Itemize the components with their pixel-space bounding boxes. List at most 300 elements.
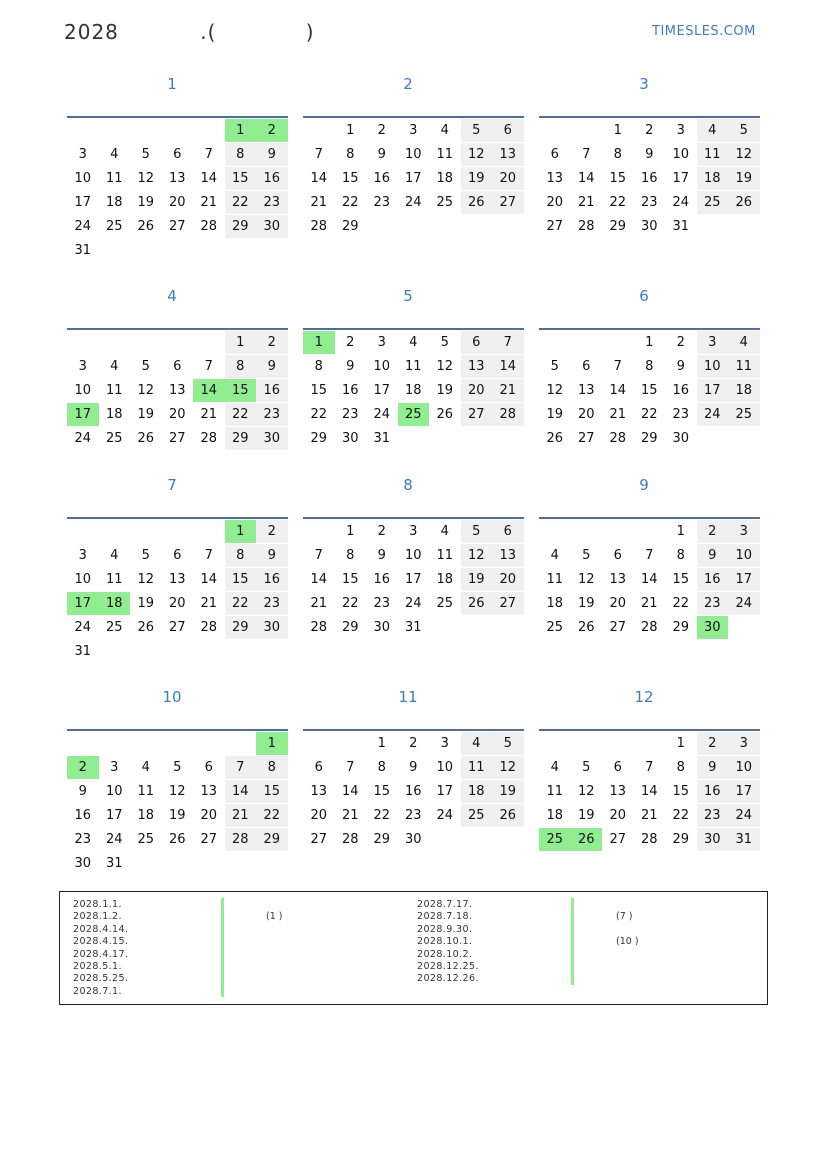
day: 24 [105,832,123,847]
day: 3 [110,760,119,775]
day: 21 [609,407,627,422]
holiday-date: 2028.1.2. [73,911,122,923]
week-row [67,427,288,451]
holiday-list-left-marker [221,898,224,997]
holiday-date: 2028.5.25. [73,973,129,985]
day: 17 [672,171,690,186]
weekend-day: 16 [256,568,288,591]
week-row [539,592,760,616]
weekend-day: 24 [728,804,760,827]
day: 22 [640,407,658,422]
holiday-date: 2028.1.1. [73,899,122,910]
day: 29 [310,431,328,446]
weekend-day: 2 [697,520,729,543]
day: 23 [74,832,92,847]
weekend-day: 11 [461,756,493,779]
weekend-day: 16 [697,568,729,591]
weekend-day: 4 [461,732,493,755]
week-row [67,616,288,640]
day: 25 [105,620,123,635]
day: 31 [404,620,422,635]
week-row [303,732,524,756]
holiday-date: 2028.7.17. [417,899,473,910]
day: 28 [310,219,328,234]
week-row [303,804,524,828]
weekend-day: 22 [225,191,257,214]
empty-day [99,520,131,543]
empty-day [697,215,729,238]
week-row [67,379,288,403]
weekend-day: 5 [492,732,524,755]
empty-day [492,215,524,238]
week-row [303,756,524,780]
day: 4 [110,147,119,162]
day: 14 [200,572,218,587]
holiday-date: 2028.12.25. [417,960,479,972]
day: 4 [550,548,559,563]
day: 10 [672,147,690,162]
empty-day [256,852,288,875]
day: 5 [440,335,449,350]
weekend-day: 20 [461,379,493,402]
day: 16 [640,171,658,186]
week-row [303,167,524,191]
week-row [303,616,524,640]
weekend-day: 25 [728,403,760,426]
weekend-day: 25 [697,191,729,214]
month-header-rule [67,328,288,330]
day: 9 [346,359,355,374]
day: 12 [137,572,155,587]
day: 28 [609,431,627,446]
day: 18 [105,407,123,422]
day: 1 [676,736,685,751]
day: 11 [105,383,123,398]
empty-day [539,119,571,142]
holiday-list-right [417,899,479,986]
holiday-day: 17 [67,592,99,615]
day: 27 [609,620,627,635]
day: 26 [168,832,186,847]
day: 24 [404,596,422,611]
weekend-day: 2 [256,331,288,354]
holiday-note: (7 ) [616,911,633,923]
weekend-day: 4 [697,119,729,142]
day: 21 [310,596,328,611]
month-title: 5 [403,287,413,305]
week-row [539,520,760,544]
holiday-date: 2028.5.1. [73,960,122,972]
empty-day [303,732,335,755]
month-header-rule [539,328,760,330]
empty-day [335,732,367,755]
day: 22 [373,808,391,823]
empty-day [162,732,194,755]
day: 12 [546,383,564,398]
day: 3 [78,359,87,374]
holiday-day: 15 [225,379,257,402]
title-year: 2028 [64,20,119,44]
day: 16 [373,171,391,186]
weekend-day: 26 [728,191,760,214]
weekend-day: 25 [461,804,493,827]
week-row [539,143,760,167]
month-header-rule [67,729,288,731]
weekend-day: 15 [225,167,257,190]
day: 14 [577,171,595,186]
day: 19 [577,596,595,611]
holiday-day: 18 [99,592,131,615]
day: 27 [310,832,328,847]
empty-day [303,520,335,543]
day: 27 [546,219,564,234]
day: 10 [74,572,92,587]
day: 3 [409,123,418,138]
day: 22 [341,195,359,210]
day: 18 [546,596,564,611]
day: 8 [314,359,323,374]
day: 25 [546,620,564,635]
day: 14 [609,383,627,398]
day: 8 [346,548,355,563]
day: 25 [105,431,123,446]
day: 8 [645,359,654,374]
day: 6 [173,359,182,374]
week-row [67,191,288,215]
empty-day [571,732,603,755]
day: 13 [577,383,595,398]
weekend-day: 13 [492,143,524,166]
weekend-day: 23 [697,592,729,615]
day: 31 [373,431,391,446]
day: 5 [141,548,150,563]
weekend-day: 9 [256,143,288,166]
week-row [539,215,760,239]
day: 26 [546,431,564,446]
weekend-day: 13 [461,355,493,378]
weekend-day: 27 [492,191,524,214]
day: 15 [341,171,359,186]
week-row [67,756,288,780]
empty-day [256,640,288,663]
day: 14 [640,572,658,587]
week-row [303,331,524,355]
day: 30 [672,431,690,446]
day: 14 [341,784,359,799]
day: 4 [440,524,449,539]
weekend-day: 22 [225,403,257,426]
weekend-day: 12 [461,143,493,166]
day: 19 [436,383,454,398]
day: 7 [645,760,654,775]
empty-day [130,640,162,663]
day: 21 [200,195,218,210]
holiday-date: 2028.10.2. [417,948,473,960]
day: 3 [78,548,87,563]
day: 13 [168,171,186,186]
day: 3 [440,736,449,751]
weekend-day: 20 [492,568,524,591]
weekend-day: 24 [728,592,760,615]
week-row [303,191,524,215]
empty-day [162,520,194,543]
holiday-list-right-marker [571,898,574,985]
week-row [539,756,760,780]
week-row [303,780,524,804]
week-row [67,780,288,804]
week-row [67,568,288,592]
day: 26 [436,407,454,422]
day: 12 [577,572,595,587]
day: 24 [373,407,391,422]
empty-day [429,427,461,450]
day: 10 [404,548,422,563]
day: 8 [676,548,685,563]
title-paren-open: .( [200,20,217,44]
day: 20 [609,596,627,611]
day: 27 [200,832,218,847]
week-row [539,379,760,403]
day: 11 [105,572,123,587]
month-title: 7 [167,476,177,494]
day: 1 [613,123,622,138]
day: 2 [346,335,355,350]
day: 30 [74,856,92,871]
week-row [303,520,524,544]
day: 23 [640,195,658,210]
day: 31 [105,856,123,871]
empty-day [429,616,461,639]
holiday-day: 1 [225,520,257,543]
day: 21 [640,808,658,823]
empty-day [539,331,571,354]
weekend-day: 14 [225,780,257,803]
week-row [539,403,760,427]
week-row [303,119,524,143]
empty-day [193,239,225,262]
day: 1 [346,123,355,138]
day: 13 [546,171,564,186]
holiday-date: 2028.7.1. [73,985,122,997]
day: 19 [546,407,564,422]
weekend-day: 30 [697,828,729,851]
empty-day [130,852,162,875]
day: 3 [676,123,685,138]
weekend-day: 11 [697,143,729,166]
day: 20 [546,195,564,210]
month-title: 9 [639,476,649,494]
day: 18 [404,383,422,398]
day: 6 [173,147,182,162]
weekend-day: 5 [461,119,493,142]
day: 27 [577,431,595,446]
weekend-day: 8 [225,544,257,567]
weekend-day: 12 [492,756,524,779]
weekend-day: 13 [492,544,524,567]
empty-day [461,427,493,450]
day: 3 [78,147,87,162]
day: 16 [74,808,92,823]
day: 5 [582,760,591,775]
week-row [303,143,524,167]
day: 7 [314,548,323,563]
day: 29 [640,431,658,446]
holiday-day: 2 [67,756,99,779]
empty-day [571,520,603,543]
empty-day [492,828,524,851]
day: 24 [436,808,454,823]
day: 7 [582,147,591,162]
holiday-date: 2028.10.1. [417,936,473,948]
month-header-rule [67,116,288,118]
day: 16 [341,383,359,398]
day: 11 [105,171,123,186]
day: 21 [200,407,218,422]
weekend-day: 23 [697,804,729,827]
empty-day [130,732,162,755]
weekend-day: 16 [256,379,288,402]
day: 16 [672,383,690,398]
empty-day [429,215,461,238]
site-logo[interactable]: TIMESLES.COM [652,24,756,39]
holiday-day: 25 [398,403,430,426]
day: 7 [645,548,654,563]
empty-day [99,640,131,663]
holiday-day: 2 [256,119,288,142]
day: 26 [577,620,595,635]
day: 20 [168,596,186,611]
month-header-rule [303,328,524,330]
weekend-day: 23 [256,191,288,214]
day: 16 [404,784,422,799]
week-row [303,379,524,403]
weekend-day: 9 [697,756,729,779]
empty-day [366,215,398,238]
day: 24 [74,620,92,635]
week-row [67,592,288,616]
day: 21 [310,195,328,210]
day: 4 [141,760,150,775]
day: 2 [676,335,685,350]
holiday-date: 2028.4.17. [73,948,129,960]
empty-day [193,852,225,875]
weekend-day: 21 [492,379,524,402]
day: 23 [373,195,391,210]
empty-day [225,852,257,875]
day: 6 [173,548,182,563]
week-row [539,355,760,379]
weekend-day: 12 [461,544,493,567]
week-row [539,732,760,756]
day: 29 [341,620,359,635]
day: 28 [341,832,359,847]
weekend-day: 14 [492,355,524,378]
weekend-day: 28 [492,403,524,426]
empty-day [67,732,99,755]
week-row [539,191,760,215]
week-row [539,804,760,828]
day: 23 [672,407,690,422]
day: 21 [577,195,595,210]
week-row [67,804,288,828]
day: 2 [377,123,386,138]
weekend-day: 15 [225,568,257,591]
day: 28 [640,620,658,635]
week-row [67,732,288,756]
day: 12 [137,171,155,186]
weekend-day: 26 [461,592,493,615]
day: 24 [404,195,422,210]
week-row [303,544,524,568]
day: 28 [200,219,218,234]
empty-day [130,331,162,354]
day: 21 [640,596,658,611]
empty-day [728,427,760,450]
weekend-day: 19 [461,167,493,190]
empty-day [99,119,131,142]
day: 9 [645,147,654,162]
day: 3 [409,524,418,539]
day: 26 [137,431,155,446]
week-row [539,119,760,143]
day: 6 [582,359,591,374]
day: 17 [436,784,454,799]
empty-day [130,520,162,543]
empty-day [193,640,225,663]
day: 13 [310,784,328,799]
empty-day [539,520,571,543]
day: 24 [74,219,92,234]
day: 14 [310,171,328,186]
day: 17 [105,808,123,823]
weekend-day: 17 [728,568,760,591]
holiday-date: 2028.12.26. [417,973,479,985]
empty-day [429,828,461,851]
weekend-day: 29 [225,427,257,450]
empty-day [461,616,493,639]
weekend-day: 31 [728,828,760,851]
holiday-note: (10 ) [616,936,639,948]
weekend-day: 10 [728,544,760,567]
day: 19 [137,407,155,422]
holiday-date: 2028.4.14. [73,923,129,935]
month-title: 6 [639,287,649,305]
day: 7 [204,548,213,563]
month-title: 11 [398,688,418,706]
week-row [539,616,760,640]
holiday-day: 17 [67,403,99,426]
holiday-day: 30 [697,616,729,639]
day: 11 [436,147,454,162]
weekend-day: 9 [256,355,288,378]
month-title: 4 [167,287,177,305]
weekend-day: 4 [728,331,760,354]
weekend-day: 17 [728,780,760,803]
empty-day [225,732,257,755]
empty-day [492,427,524,450]
day: 7 [314,147,323,162]
empty-day [398,427,430,450]
month-header-rule [303,729,524,731]
empty-day [728,616,760,639]
week-row [67,640,288,664]
weekend-day: 5 [461,520,493,543]
day: 6 [204,760,213,775]
weekend-day: 22 [256,804,288,827]
month-title: 12 [634,688,654,706]
day: 5 [582,548,591,563]
day: 13 [200,784,218,799]
